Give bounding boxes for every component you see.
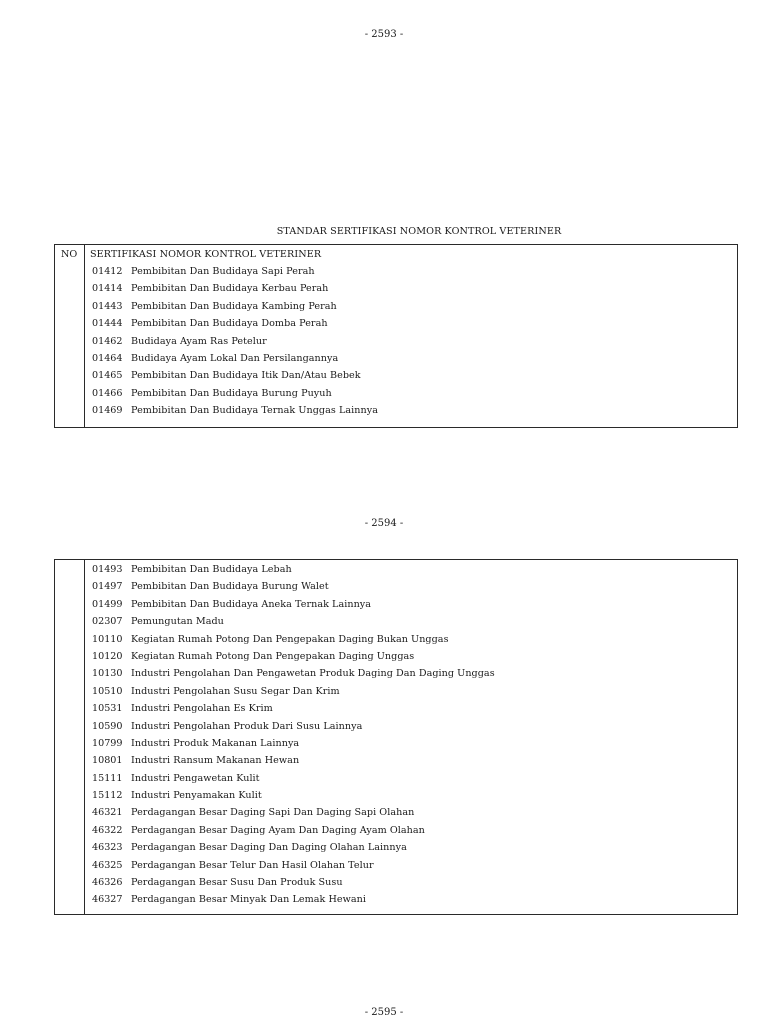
list-item: [92, 686, 737, 703]
kbli-label: Industri Ransum Makanan Hewan: [131, 755, 300, 767]
kbli-code: 15111: [92, 772, 123, 784]
kbli-code: 10120: [92, 650, 123, 662]
kbli-label: Pembibitan Dan Budidaya Ternak Unggas Lainnya: [131, 405, 378, 417]
page-number-bottom: - 2595 -: [364, 1007, 404, 1018]
list-item: [92, 564, 737, 581]
list-item: [92, 807, 737, 824]
kbli-label: Industri Pengolahan Produk Dari Susu Lainnya: [131, 720, 363, 732]
list-item: [92, 703, 737, 720]
kbli-label: Pembibitan Dan Budidaya Domba Perah: [131, 318, 328, 330]
list-item: [92, 773, 737, 790]
kbli-code: 46323: [92, 842, 123, 854]
kbli-label: Perdagangan Besar Susu Dan Produk Susu: [131, 877, 343, 889]
kbli-code: 46325: [92, 859, 123, 871]
kbli-label: Perdagangan Besar Daging Sapi Dan Daging Sapi Olahan: [131, 807, 415, 819]
list-item: [92, 894, 737, 911]
list-item: [92, 825, 737, 842]
list-item: [92, 738, 737, 755]
kbli-code: 46327: [92, 894, 123, 906]
kbli-code: 01466: [92, 387, 123, 399]
kbli-code: 01469: [92, 405, 123, 417]
kbli-label: Perdagangan Besar Telur Dan Hasil Olahan Telur: [131, 859, 374, 871]
table-title: STANDAR SERTIFIKASI NOMOR KONTROL VETERINER: [276, 226, 562, 237]
list-item: [92, 283, 737, 300]
list-item: [92, 370, 737, 387]
kbli-label: Perdagangan Besar Daging Dan Daging Olahan Lainnya: [131, 842, 407, 854]
list-item: [92, 790, 737, 807]
list-item: [92, 599, 737, 616]
certification-column: [85, 245, 737, 427]
certification-list-2: [92, 564, 737, 912]
list-item: [92, 651, 737, 668]
kbli-label: Industri Produk Makanan Lainnya: [131, 737, 300, 749]
kbli-label: Pembibitan Dan Budidaya Lebah: [131, 564, 292, 575]
kbli-label: Industri Penyamakan Kulit: [131, 790, 262, 802]
kbli-code: 46326: [92, 877, 123, 889]
no-column-header: NO: [61, 249, 78, 260]
kbli-code: 15112: [92, 790, 123, 802]
kbli-label: Pembibitan Dan Budidaya Aneka Ternak Lainnya: [131, 598, 372, 610]
kbli-code: 01497: [92, 581, 123, 593]
certification-column: [85, 560, 737, 914]
kbli-code: 10531: [92, 703, 123, 715]
kbli-label: Pembibitan Dan Budidaya Kerbau Perah: [131, 283, 329, 295]
kbli-code: 10590: [92, 720, 123, 732]
kbli-label: Industri Pengawetan Kulit: [131, 772, 260, 784]
kbli-code: 01412: [92, 266, 123, 277]
list-item: [92, 301, 737, 318]
certification-column-header: SERTIFIKASI NOMOR KONTROL VETERINER: [90, 249, 322, 260]
list-item: [92, 266, 737, 283]
kbli-code: 01465: [92, 370, 123, 382]
kbli-code: 10110: [92, 633, 123, 645]
kbli-label: Pembibitan Dan Budidaya Itik Dan/Atau Bebek: [131, 370, 361, 382]
kbli-label: Kegiatan Rumah Potong Dan Pengepakan Daging Unggas: [131, 650, 415, 662]
kbli-label: Pemungutan Madu: [131, 616, 224, 628]
kbli-code: 01414: [92, 283, 123, 295]
no-column: [55, 245, 85, 427]
kbli-label: Pembibitan Dan Budidaya Sapi Perah: [131, 266, 315, 277]
kbli-label: Budidaya Ayam Lokal Dan Persilangannya: [131, 352, 339, 364]
kbli-code: 01493: [92, 564, 123, 575]
certification-table-2: [54, 559, 738, 915]
page-number-middle: - 2594 -: [364, 518, 404, 529]
kbli-code: 10510: [92, 685, 123, 697]
kbli-code: 01443: [92, 300, 123, 312]
list-item: [92, 318, 737, 335]
list-item: [92, 336, 737, 353]
kbli-label: Pembibitan Dan Budidaya Burung Walet: [131, 581, 329, 593]
list-item: [92, 755, 737, 772]
kbli-code: 01499: [92, 598, 123, 610]
kbli-code: 01464: [92, 352, 123, 364]
kbli-code: 10130: [92, 668, 123, 680]
list-item: [92, 860, 737, 877]
page-number-top: - 2593 -: [364, 29, 404, 40]
list-item: [92, 634, 737, 651]
list-item: [92, 581, 737, 598]
list-item: [92, 353, 737, 370]
kbli-code: 10801: [92, 755, 123, 767]
kbli-label: Industri Pengolahan Susu Segar Dan Krim: [131, 685, 340, 697]
certification-table-1: [54, 244, 738, 428]
kbli-label: Pembibitan Dan Budidaya Kambing Perah: [131, 300, 337, 312]
list-item: [92, 842, 737, 859]
kbli-code: 46322: [92, 824, 123, 836]
list-item: [92, 877, 737, 894]
kbli-label: Perdagangan Besar Daging Ayam Dan Daging Ayam Olahan: [131, 824, 425, 836]
kbli-label: Pembibitan Dan Budidaya Burung Puyuh: [131, 387, 332, 399]
list-item: [92, 721, 737, 738]
kbli-code: 01462: [92, 335, 123, 347]
list-item: [92, 616, 737, 633]
kbli-code: 10799: [92, 737, 123, 749]
list-item: [92, 388, 737, 405]
kbli-code: 02307: [92, 616, 123, 628]
list-item: [92, 405, 737, 422]
list-item: [92, 668, 737, 685]
kbli-label: Budidaya Ayam Ras Petelur: [131, 335, 267, 347]
kbli-label: Industri Pengolahan Dan Pengawetan Produk Daging Dan Daging Unggas: [131, 668, 495, 680]
kbli-code: 46321: [92, 807, 123, 819]
no-column: [55, 560, 85, 914]
certification-list-1: [92, 266, 737, 423]
kbli-label: Industri Pengolahan Es Krim: [131, 703, 273, 715]
kbli-label: Perdagangan Besar Minyak Dan Lemak Hewani: [131, 894, 366, 906]
kbli-label: Kegiatan Rumah Potong Dan Pengepakan Daging Bukan Unggas: [131, 633, 449, 645]
kbli-code: 01444: [92, 318, 123, 330]
